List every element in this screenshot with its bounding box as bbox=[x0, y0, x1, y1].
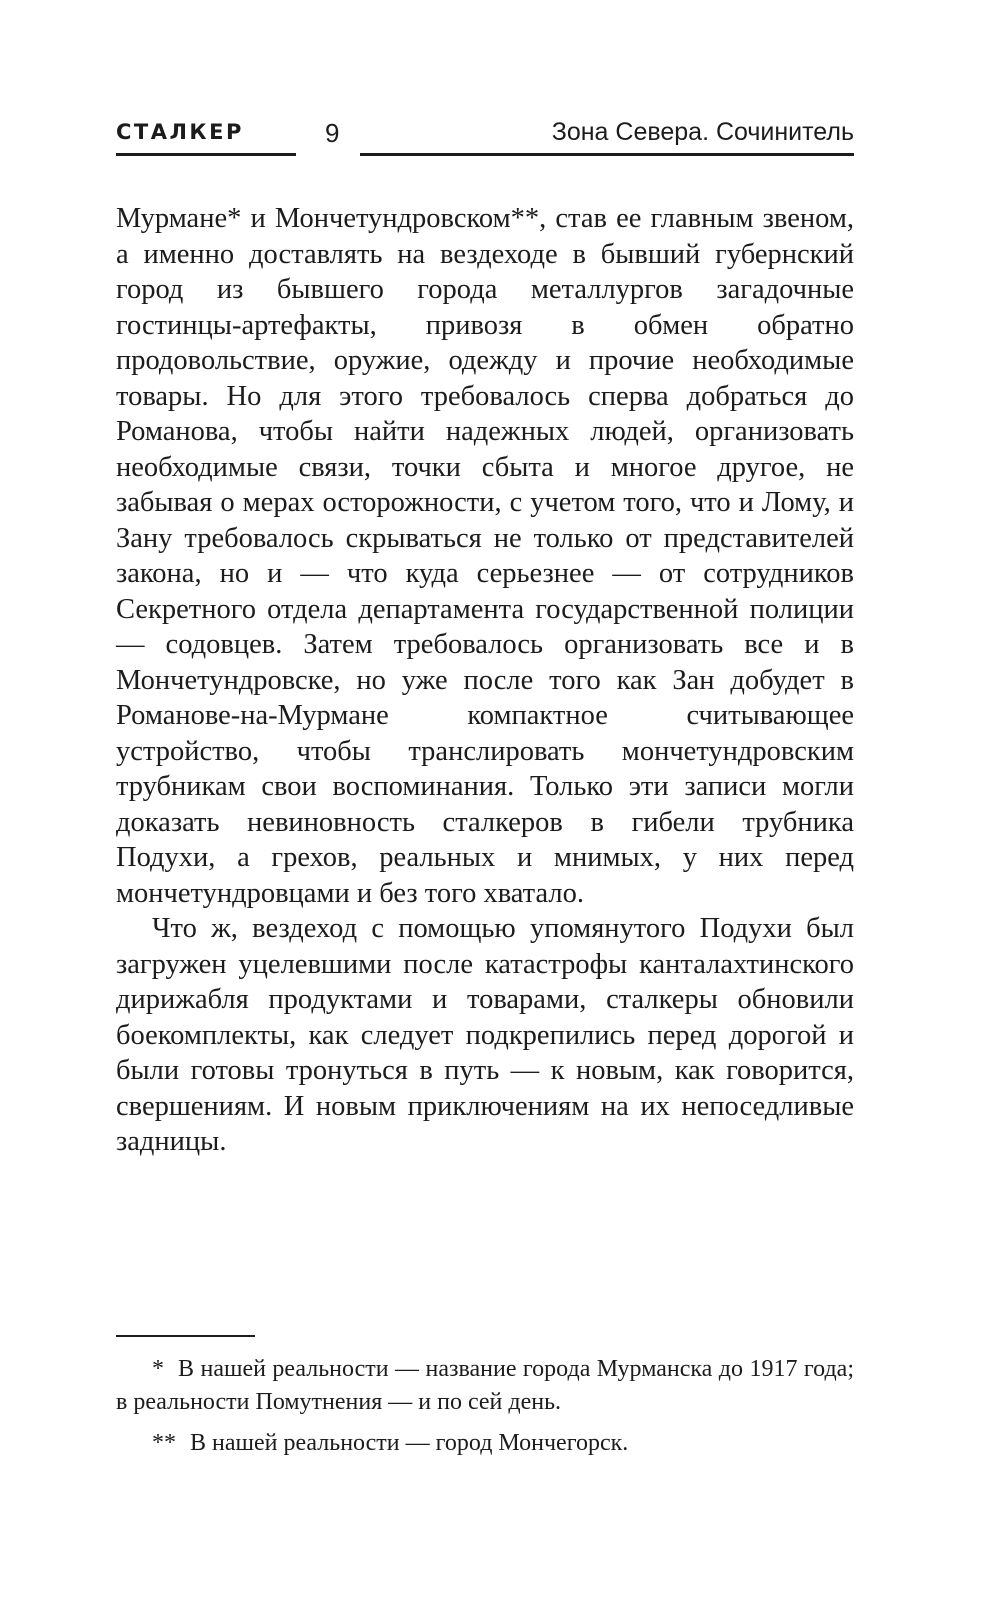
book-title: Зона Севера. Сочинитель bbox=[551, 118, 854, 146]
footnote-separator bbox=[116, 1335, 255, 1337]
paragraph-2: Что ж, вездеход с помощью упомянутого Подухи был загружен уцелевшими после катастрофы канталахтинского дирижабля продуктами и товарами, сталкеры обновили боекомплекты, как следует подкрепились перед дорогой и были готовы тронуться в путь — к новым, как говорится, свершениям. И новым приключениям на их непоседливые задницы. bbox=[116, 913, 854, 1157]
header-rule-left bbox=[116, 153, 296, 156]
footnote-1 bbox=[116, 1353, 854, 1419]
body-text bbox=[116, 201, 854, 1160]
footnote-2 bbox=[116, 1427, 854, 1460]
series-title: СТАЛКЕР bbox=[116, 120, 244, 144]
header-rule-right bbox=[360, 153, 854, 156]
paragraph-1: Мурмане* и Мончетундровском**, став ее главным звеном, а именно доставлять на вездеходе в бывший губернский город из бывшего города металлургов загадочные гостинцы-артефакты, привозя в обмен обратно продовольствие, оружие, одежду и прочие необходимые товары. Но для этого требовалось сперва добраться до Романова, чтобы найти надежных людей, организовать необходимые связи, точки сбыта и многое другое, не забывая о мерах осторожности, с учетом того, что и Лому, и Зану требовалось скрываться не только от представителей закона, но и — что куда серьезнее — от сотрудников Секретного отдела департамента государственной полиции — содовцев. Затем требовалось организовать все и в Мончетундровске, но уже после того как Зан добудет в Романове-на-Мурмане компактное считывающее устройство, чтобы транслировать мончетундровским трубникам свои воспоминания. Только эти записи могли доказать невиновность сталкеров в гибели трубника Подухи, а грехов, реальных и мнимых, у них перед мончетундровцами и без того хватало. bbox=[116, 203, 854, 909]
page-number: 9 bbox=[325, 118, 340, 148]
footnote-mark: ** bbox=[152, 1430, 176, 1456]
footnote-mark: * bbox=[152, 1356, 164, 1382]
footnote-text: В нашей реальности — город Мончегорск. bbox=[190, 1430, 629, 1456]
footnote-text: В нашей реальности — название города Мурманска до 1917 года; в реальности Помутнения — и по сей день. bbox=[116, 1356, 854, 1415]
running-header bbox=[116, 120, 854, 160]
footnotes bbox=[116, 1353, 854, 1460]
